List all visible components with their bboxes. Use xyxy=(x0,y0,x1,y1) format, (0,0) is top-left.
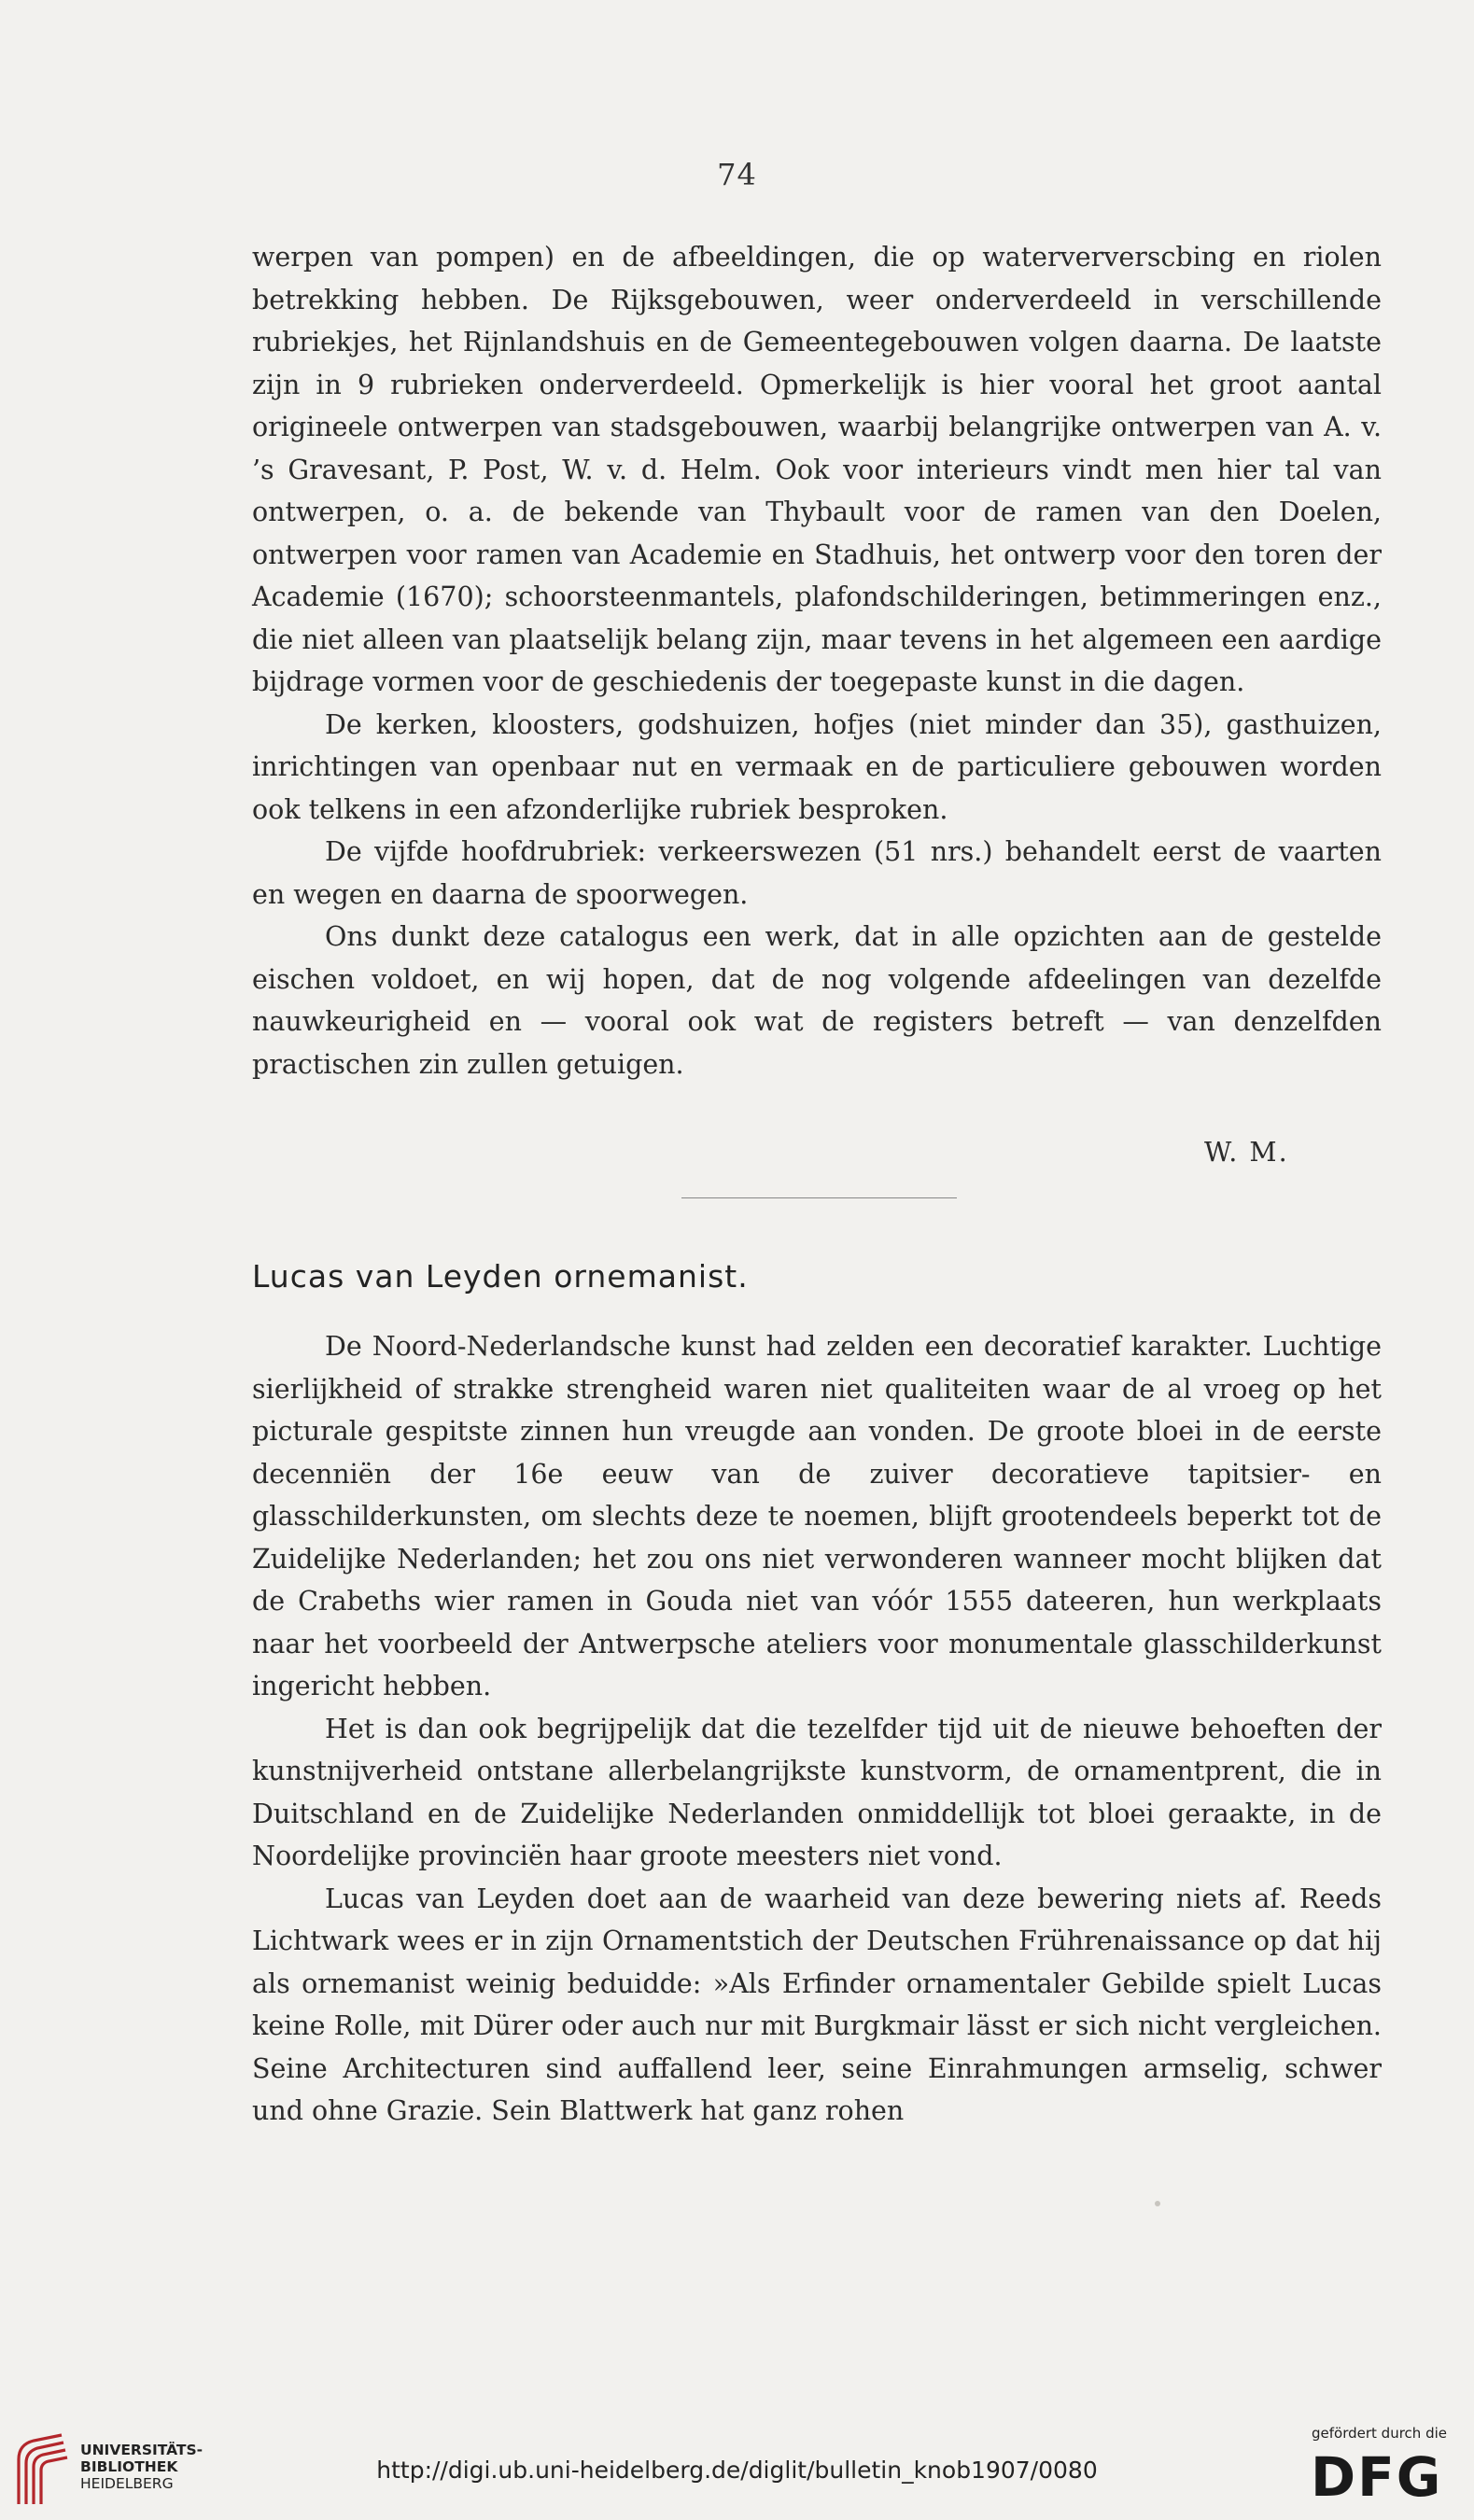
paper-speck xyxy=(1155,2201,1160,2206)
review-text xyxy=(252,236,1382,1085)
author-signature: W. M. xyxy=(1204,1137,1289,1168)
dfg-logo: DFG xyxy=(1311,2445,1443,2509)
paragraph: Lucas van Leyden doet aan de waarheid van deze bewering niets af. Reeds Lichtwark wees er in zijn Ornamentstich der Deutschen Frührenaissance op dat hij als ornemanist weinig beduidde: »Als Erfinder ornamentaler Gebilde spielt Lucas keine Rolle, mit Dürer oder auch nur mit Burgkmair lässt er sich nicht vergleichen. Seine Architecturen sind auffallend leer, seine Einrahmungen armselig, schwer und ohne Grazie. Sein Blattwerk hat ganz rohen xyxy=(252,1883,1382,2126)
paragraph: Ons dunkt deze catalogus een werk, dat in alle opzichten aan de gestelde eischen voldoet, en wij hopen, dat de nog volgende afdeelingen van dezelfde nauwkeurigheid en — vooral ook wat de registers betreft — van denzelfden practischen zin zullen getuigen. xyxy=(252,921,1382,1080)
funded-by-label: gefördert durch die xyxy=(1312,2425,1447,2442)
paragraph: De vijfde hoofdrubriek: verkeerswezen (51 nrs.) behandelt eerst de vaarten en wegen en daarna de spoorwegen. xyxy=(252,836,1382,910)
page-number: 74 xyxy=(717,157,757,192)
library-name: UNIVERSITÄTS- BIBLIOTHEK HEIDELBERG xyxy=(80,2442,204,2492)
section-divider xyxy=(681,1197,957,1198)
paragraph: De Noord-Nederlandsche kunst had zelden een decoratief karakter. Luchtige sierlijkheid of strakke strengheid waren niet qualiteiten waar de al vroeg op het picturale gespitste zinnen hun vreugde aan vonden. De groote bloei in de eerste decenniën der 16e eeuw van de zuiver decoratieve tapitsier- en glasschilderkunsten, om slechts deze te noemen, blijft grootendeels beperkt tot de Zuidelijke Nederlanden; het zou ons niet verwonderen wanneer mocht blijken dat de Crabeths wier ramen in Gouda niet van vóór 1555 dateeren, hun werkplaats naar het voorbeeld der Antwerpsche ateliers voor monumentale glasschilderkunst ingericht hebben. xyxy=(252,1331,1382,1701)
source-url-link[interactable]: http://digi.ub.uni-heidelberg.de/diglit/bulletin_knob1907/0080 xyxy=(376,2457,1098,2484)
section-title: Lucas van Leyden ornemanist. xyxy=(252,1258,749,1295)
article-text xyxy=(252,1325,1382,2133)
paragraph: De kerken, kloosters, godshuizen, hofjes (niet minder dan 35), gasthuizen, inrichtingen van openbaar nut en vermaak en de particuliere gebouwen worden ook telkens in een afzonderlijke rubriek besproken. xyxy=(252,708,1382,825)
paragraph: Het is dan ook begrijpelijk dat die tezelfder tijd uit de nieuwe behoeften der kunstnijverheid ontstane allerbelangrijkste kunstvorm, de ornamentprent, die in Duitschland en de Zuidelijke Nederlanden onmiddellijk tot bloei geraakte, in de Noordelijke provinciën haar groote meesters niet vond. xyxy=(252,1713,1382,1871)
paragraph: werpen van pompen) en de afbeeldingen, die op waterververscbing en riolen betrekking hebben. De Rijksgebouwen, weer onderverdeeld in verschillende rubriekjes, het Rijnlandshuis en de Gemeentegebouwen volgen daarna. De laatste zijn in 9 rubrieken onderverdeeld. Opmerkelijk is hier vooral het groot aantal origineele ontwerpen van stadsgebouwen, waarbij belangrijke ontwerpen van A. v. ’s Gravesant, P. Post, W. v. d. Helm. Ook voor interieurs vindt men hier tal van ontwerpen, o. a. de bekende van Thybault voor de ramen van den Doelen, ontwerpen voor ramen van Academie en Stadhuis, het ontwerp voor den toren der Academie (1670); schoorsteenmantels, plafondschilderingen, betimmeringen enz., die niet alleen van plaatselijk belang zijn, maar tevens in het algemeen een aardige bijdrage vormen voor de geschiedenis der toegepaste kunst in die dagen. xyxy=(252,242,1382,697)
